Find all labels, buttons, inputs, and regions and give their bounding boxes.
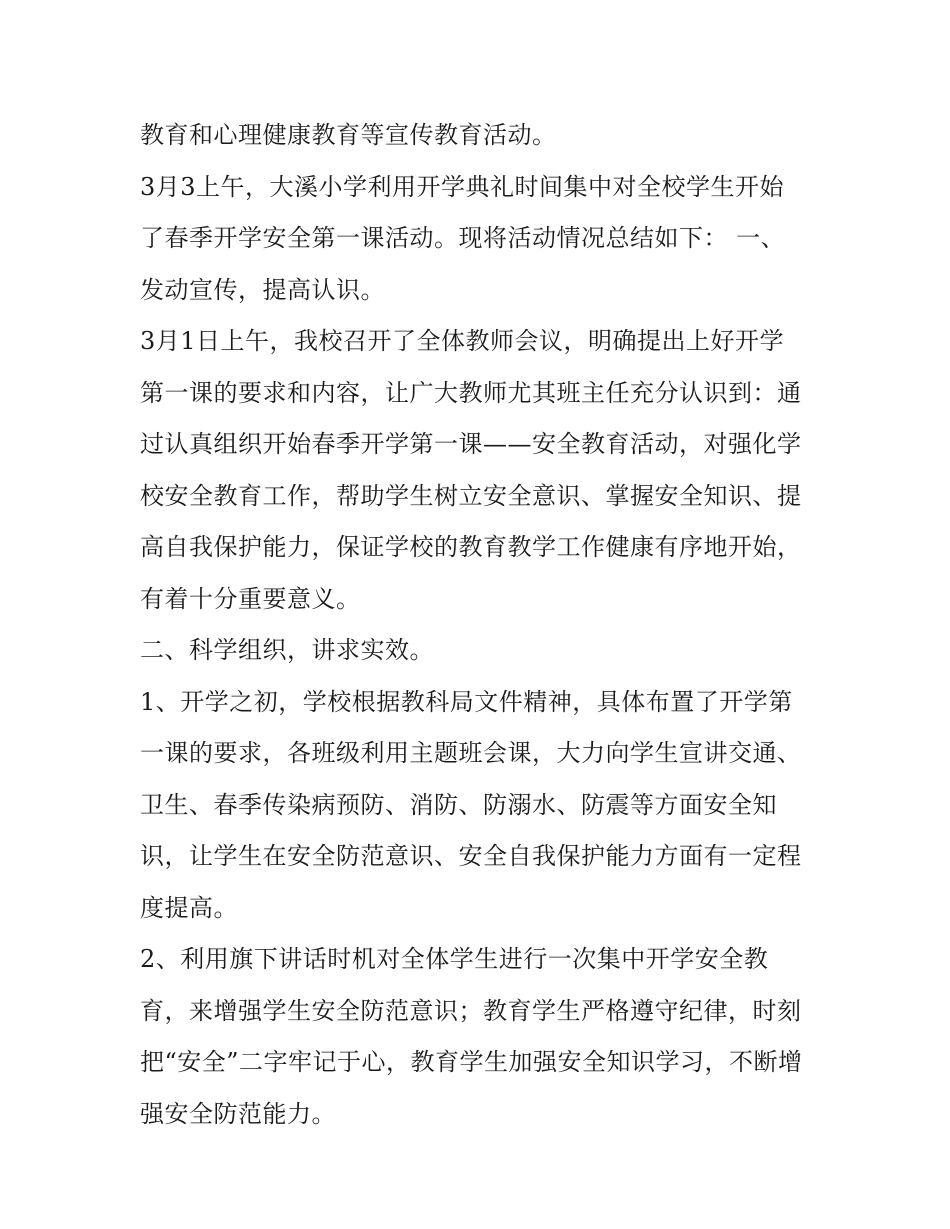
text-line: 过认真组织开始春季开学第一课——安全教育活动，对强化学	[140, 430, 802, 458]
text-line: 教育和心理健康教育等宣传教育活动。	[140, 121, 557, 149]
section-heading: 二、科学组织，讲求实效。	[140, 636, 434, 664]
text-line: 强安全防范能力。	[140, 1099, 336, 1128]
text-line: 3月3上午，大溪小学利用开学典礼时间集中对全校学生开始	[140, 172, 785, 201]
text-line: 育，来增强学生安全防范意识；教育学生严格遵守纪律，时刻	[140, 996, 802, 1025]
text-line: 高自我保护能力，保证学校的教育教学工作健康有序地开始，	[140, 533, 802, 561]
document-body	[140, 110, 820, 1140]
text-line: 发动宣传，提高认识。	[140, 275, 385, 304]
text-line: 有着十分重要意义。	[140, 584, 361, 613]
text-line: 把“安全”二字牢记于心，教育学生加强安全知识学习，不断增	[140, 1048, 803, 1076]
text-line: 度提高。	[140, 893, 238, 922]
text-line: 第一课的要求和内容，让广大教师尤其班主任充分认识到：通	[140, 378, 802, 407]
text-line: 2、利用旗下讲话时机对全体学生进行一次集中开学安全教	[140, 945, 769, 973]
text-line: 校安全教育工作，帮助学生树立安全意识、掌握安全知识、提	[140, 481, 802, 510]
text-line: 1、开学之初，学校根据教科局文件精神，具体布置了开学第	[140, 687, 793, 716]
text-line: 卫生、春季传染病预防、消防、防溺水、防震等方面安全知	[140, 790, 777, 819]
text-line: 了春季开学安全第一课活动。现将活动情况总结如下： 一、	[140, 224, 786, 252]
text-line: 一课的要求，各班级利用主题班会课，大力向学生宣讲交通、	[140, 739, 802, 767]
text-line: 识，让学生在安全防范意识、安全自我保护能力方面有一定程	[140, 842, 802, 870]
text-line: 3月1日上午，我校召开了全体教师会议，明确提出上好开学	[140, 327, 785, 355]
